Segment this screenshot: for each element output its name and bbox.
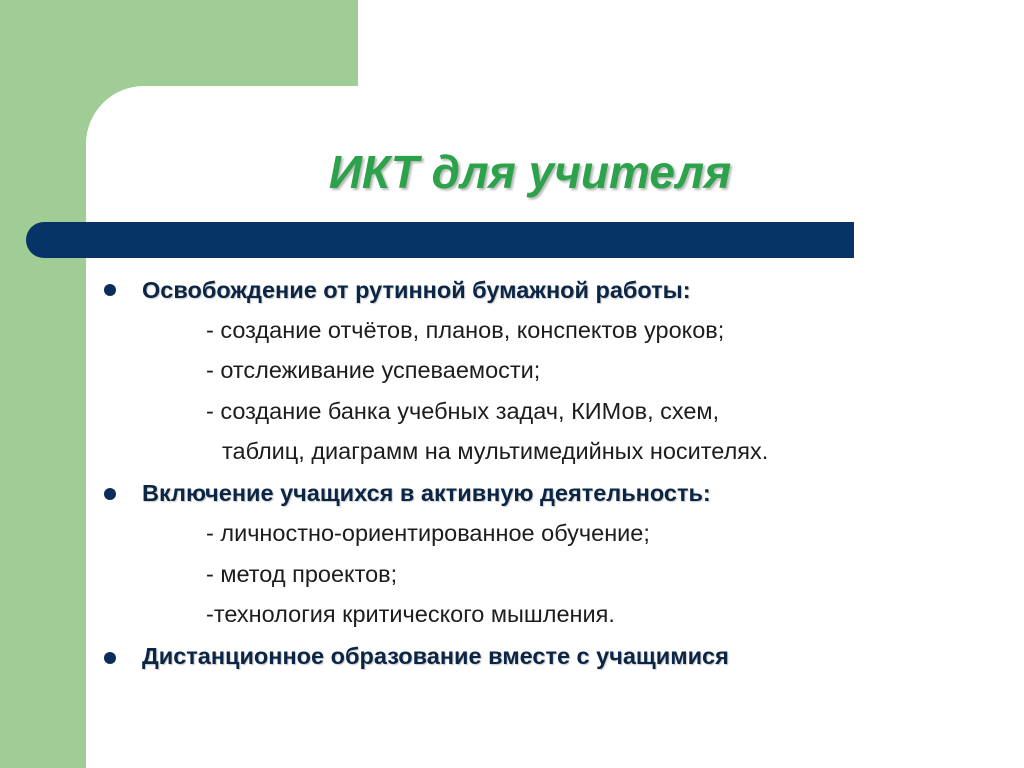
title-divider-bar [26,222,854,258]
list-item: - личностно-ориентированное обучение; [206,520,650,546]
bullet-icon [104,284,116,296]
list-item: таблиц, диаграмм на мультимедийных носителях. [222,438,769,464]
green-left-strip [0,0,86,768]
bullet-icon [104,488,116,500]
slide-title: ИКТ для учителя [328,146,732,198]
list-item: - метод проектов; [206,561,398,587]
section-heading: Включение учащихся в активную деятельность: [142,480,711,506]
list-item: - создание банка учебных задач, КИМов, схем, [206,398,720,424]
section-heading: Дистанционное образование вместе с учащимися [142,643,729,669]
bullet-icon [104,652,116,664]
list-item: - создание отчётов, планов, конспектов уроков; [206,317,725,343]
list-item: -технология критического мышления. [206,601,615,627]
list-item: - отслеживание успеваемости; [206,357,541,383]
section-heading: Освобождение от рутинной бумажной работы: [142,277,691,303]
